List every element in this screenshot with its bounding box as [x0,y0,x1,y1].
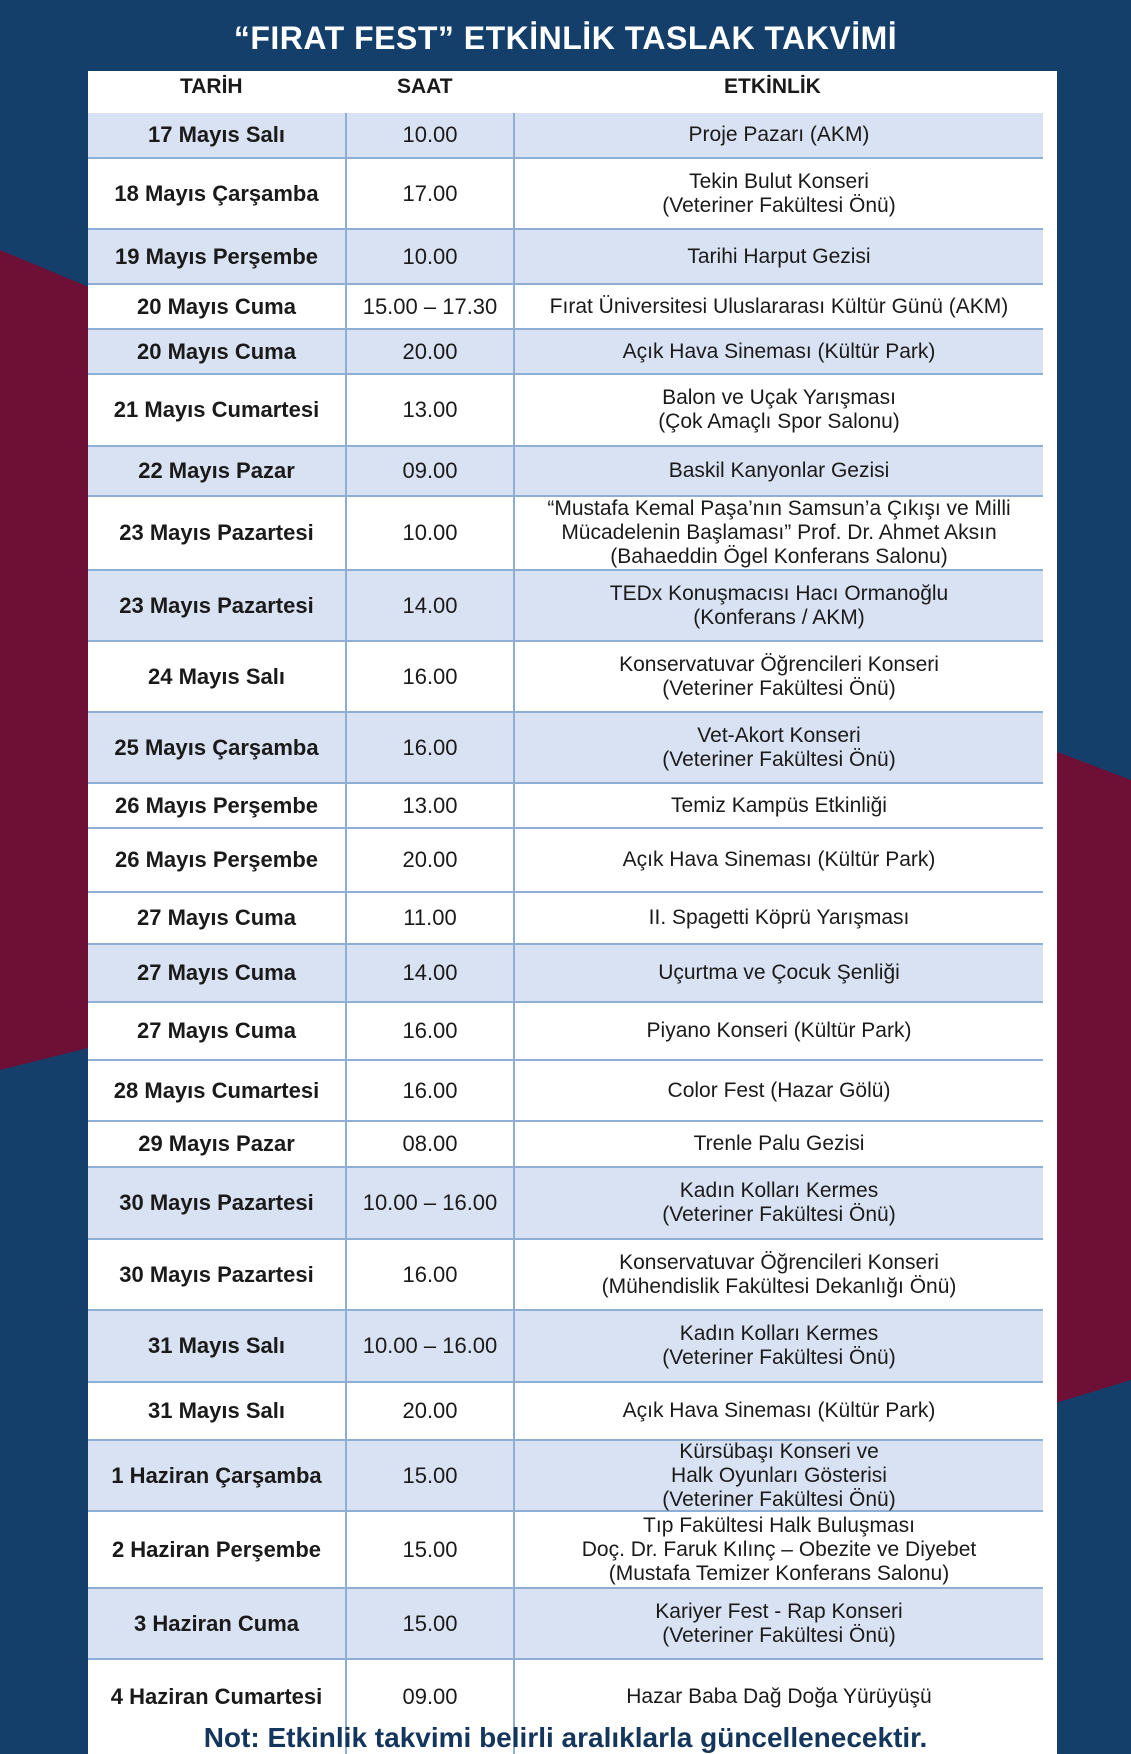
table-row [88,1122,1043,1168]
table-row [88,230,1043,285]
row-date: 20 Mayıs Cuma [137,338,296,364]
row-time: 10.00 [402,243,458,269]
row-event: Konservatuvar Öğrencileri Konseri (Veteriner Fakültesi Önü) [619,652,939,700]
row-date: 2 Haziran Perşembe [111,1536,322,1562]
row-event: Kadın Kolları Kermes (Veteriner Fakültesi Önü) [662,1179,896,1226]
row-date: 31 Mayıs Salı [148,1333,285,1358]
row-time: 10.00 – 16.00 [362,1333,498,1358]
row-time: 20.00 [402,847,458,872]
table-row [88,1168,1043,1240]
row-event: Kürsübaşı Konseri ve Halk Oyunları Gösterisi (Veteriner Fakültesi Önü) [662,1439,896,1511]
table-row [88,571,1043,642]
row-event: Uçurtma ve Çocuk Şenliği [658,961,900,984]
header-event: ETKİNLİK [724,75,821,98]
row-event: “Mustafa Kemal Paşa’nın Samsun’a Çıkışı ve Milli Mücadelenin Başlaması” Prof. Dr. Ahmet Aksın (Bahaeddin Ögel Konferans Salonu) [547,497,1011,568]
row-time: 16.00 [402,1077,458,1103]
row-date: 27 Mayıs Cuma [137,905,296,930]
table-row [88,1383,1043,1441]
row-date: 18 Mayıs Çarşamba [114,180,319,206]
table-row [88,784,1043,829]
header-date: TARİH [180,75,243,98]
table-row [88,113,1043,159]
row-event: Açık Hava Sineması (Kültür Park) [622,1399,936,1422]
row-time: 15.00 – 17.30 [362,293,498,319]
row-event: Temiz Kampüs Etkinliği [671,793,887,817]
row-event: Trenle Palu Gezisi [693,1132,865,1155]
row-event: Fırat Üniversitesi Uluslararası Kültür Günü (AKM) [549,294,1009,318]
table-row [88,1512,1043,1589]
column-divider-1 [345,113,347,1754]
table-row [88,829,1043,893]
table-row [88,497,1043,571]
row-date: 20 Mayıs Cuma [137,293,296,319]
row-time: 10.00 [402,520,458,545]
table-header [88,71,1043,115]
row-time: 09.00 [402,458,458,483]
row-date: 25 Mayıs Çarşamba [114,734,319,760]
row-date: 22 Mayıs Pazar [138,458,295,483]
footer-note: Not: Etkinlik takvimi belirli aralıklarla güncellenecektir. [203,1722,928,1753]
header-time: SAAT [397,75,453,98]
row-event: Piyano Konseri (Kültür Park) [646,1019,912,1042]
row-event: Tarihi Harput Gezisi [687,244,871,268]
row-date: 3 Haziran Cuma [133,1610,300,1636]
column-divider-2 [513,113,515,1754]
row-date: 19 Mayıs Perşembe [114,243,319,269]
table-row [88,1441,1043,1512]
row-date: 1 Haziran Çarşamba [111,1462,322,1488]
row-event: Hazar Baba Dağ Doğa Yürüyüşü [626,1685,932,1708]
row-event: Konservatuvar Öğrencileri Konseri (Mühendislik Fakültesi Dekanlığı Önü) [601,1250,957,1298]
row-event: Kariyer Fest - Rap Konseri (Veteriner Fakültesi Önü) [655,1599,903,1647]
row-event: Balon ve Uçak Yarışması (Çok Amaçlı Spor Salonu) [658,386,900,433]
row-time: 16.00 [402,1018,458,1043]
table-row [88,375,1043,447]
row-time: 08.00 [402,1131,458,1156]
row-date: 30 Mayıs Pazartesi [119,1261,314,1287]
row-time: 15.00 [402,1536,458,1562]
row-event: Açık Hava Sineması (Kültür Park) [622,339,936,363]
row-time: 20.00 [402,338,458,364]
page-title: “FIRAT FEST” ETKİNLİK TASLAK TAKVİMİ [233,20,898,56]
row-date: 27 Mayıs Cuma [137,960,296,985]
table-row [88,1003,1043,1061]
row-event: Proje Pazarı (AKM) [688,123,870,146]
table-row [88,1240,1043,1311]
row-time: 16.00 [402,1261,458,1287]
table-row [88,1061,1043,1122]
table-row [88,893,1043,945]
row-time: 20.00 [402,1398,458,1423]
row-date: 24 Mayıs Salı [148,663,285,689]
row-time: 10.00 [402,122,458,147]
table-row [88,642,1043,713]
row-time: 13.00 [402,397,458,422]
row-date: 30 Mayıs Pazartesi [119,1190,314,1215]
table-row [88,713,1043,784]
row-date: 23 Mayıs Pazartesi [119,592,314,618]
row-time: 15.00 [402,1462,458,1488]
row-event: Açık Hava Sineması (Kültür Park) [622,848,936,871]
row-time: 09.00 [402,1684,458,1709]
row-date: 26 Mayıs Perşembe [114,847,319,872]
row-time: 13.00 [402,792,458,818]
table-row [88,447,1043,497]
row-time: 16.00 [402,734,458,760]
row-time: 14.00 [402,592,458,618]
row-event: II. Spagetti Köprü Yarışması [648,906,910,929]
table-row [88,159,1043,230]
row-time: 11.00 [403,905,457,930]
row-time: 17.00 [402,180,458,206]
row-event: Color Fest (Hazar Gölü) [667,1078,891,1102]
table-row [88,945,1043,1003]
table-row [88,1589,1043,1660]
row-event: Tıp Fakültesi Halk Buluşması Doç. Dr. Faruk Kılınç – Obezite ve Diyebet (Mustafa Temizer Konferans Salonu) [581,1513,977,1585]
row-date: 21 Mayıs Cumartesi [113,397,320,422]
row-date: 17 Mayıs Salı [148,122,285,147]
table-row [88,285,1043,330]
row-event: Baskil Kanyonlar Gezisi [668,459,890,482]
row-date: 4 Haziran Cumartesi [110,1684,323,1709]
table-row [88,1311,1043,1383]
row-date: 29 Mayıs Pazar [138,1131,295,1156]
row-event: Kadın Kolları Kermes (Veteriner Fakültesi Önü) [662,1322,896,1369]
row-time: 15.00 [402,1610,458,1636]
row-time: 14.00 [402,960,458,985]
row-date: 28 Mayıs Cumartesi [113,1077,320,1103]
row-date: 27 Mayıs Cuma [137,1018,296,1043]
table-row [88,330,1043,375]
row-event: TEDx Konuşmacısı Hacı Ormanoğlu (Konferans / AKM) [609,581,949,629]
row-date: 26 Mayıs Perşembe [114,792,319,818]
row-event: Vet-Akort Konseri (Veteriner Fakültesi Önü) [662,723,896,771]
row-time: 16.00 [402,663,458,689]
row-event: Tekin Bulut Konseri (Veteriner Fakültesi Önü) [662,169,896,217]
row-time: 10.00 – 16.00 [362,1190,498,1215]
row-date: 31 Mayıs Salı [148,1398,285,1423]
row-date: 23 Mayıs Pazartesi [119,520,314,545]
